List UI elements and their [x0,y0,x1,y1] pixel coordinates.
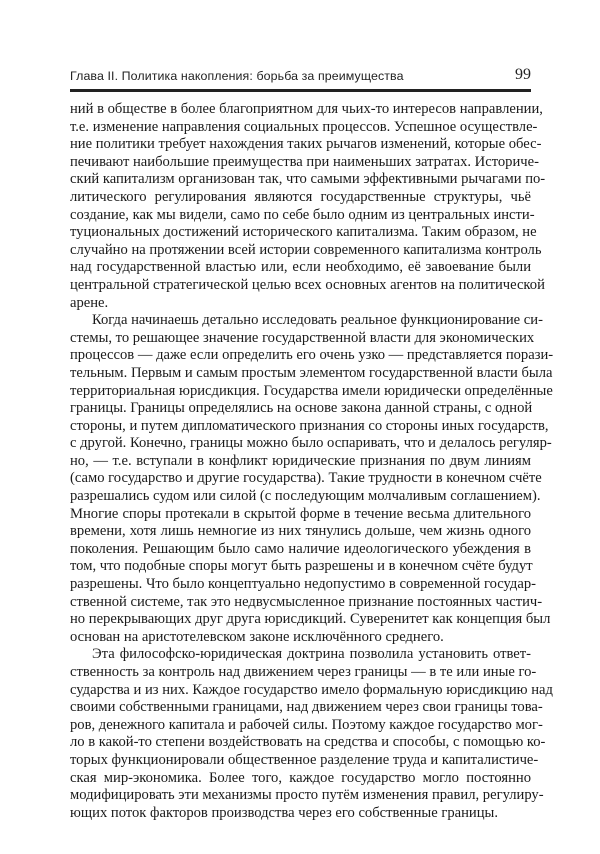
paragraph [70,101,546,312]
text-line: территориальная юрисдикция. Государства имели юридически определённые [70,382,553,399]
text-line: времени, хотя лишь немногие из них тянулись дольше, чем жизнь одного [70,523,531,540]
running-title: Глава II. Политика накопления: борьба за преимущества [70,69,404,83]
text-line: границы. Границы определялись на основе закона данной страны, с одной [70,400,533,417]
text-line: сударства и из них. Каждое государство имело формальную юрисдикцию над [70,681,553,698]
text-line: ственной системе, так это недвусмысленное признание постоянных частич- [70,593,543,610]
text-line: своими собственными границами, над движением через свои границы това- [70,699,543,716]
running-header [70,66,531,86]
text-line: стемы, то решающее значение государственной власти для экономических [70,329,535,346]
text-line: с другой. Конечно, границы можно было оспаривать, что и делалось регуляр- [70,435,552,452]
page-number: 99 [515,66,531,83]
text-line: ров, денежного капитала и рабочей силы. Поэтому каждое государство мог- [70,716,543,733]
text-line: но перекрывающих друг друга юрисдикций. Суверенитет как концепция был [70,611,551,628]
text-line: печивают наибольшие преимущества при наименьших затратах. Историче- [70,153,539,170]
text-line: том, что подобные споры могут быть разрешены и в конечном счёте будут [70,558,533,575]
text-line: модифицировать эти механизмы просто путём изменения правил, регулиру- [70,787,544,804]
text-line: тельным. Первым и самым простым элементом государственной власти была [70,364,553,381]
text-line: Когда начинаешь детально исследовать реальное функционирование си- [92,312,543,329]
text-line: туциональных достижений исторического капитализма. Таким образом, не [70,224,537,241]
text-line: литического регулирования являются государственные структуры, чьё [70,188,531,205]
text-line: поколения. Решающим было само наличие идеологического убеждения в [70,540,531,557]
text-line: случайно на протяжении всей истории современного капитализма контроль [70,241,542,258]
text-line: арене. [70,294,109,311]
text-line: торых функционировали общественное разделение труда и капиталистиче- [70,751,539,768]
text-line: создание, как мы видели, само по себе было одним из центральных инсти- [70,206,535,223]
text-line: ский капитализм организован так, что самыми эффективными рычагами по- [70,171,546,188]
text-line: ний в обществе в более благоприятном для чьих-то интересов направлении, [70,101,543,117]
text-line: ющих поток факторов производства через его собственные границы. [70,804,498,821]
header-rule [70,89,531,92]
text-line: (само государство и другие государства). Такие трудности в конечном счёте [70,470,542,487]
text-line: Эта философско-юридическая доктрина позволила установить ответ- [92,646,531,663]
text-line: ние политики требует нахождения таких рычагов изменений, которые обес- [70,136,542,153]
text-line: ло в какой-то степени воздействовать на средства и способы, с помощью ко- [70,734,546,751]
body-text [70,101,554,822]
text-line: т.е. изменение направления социальных процессов. Успешное осуществле- [70,118,538,135]
text-line: процессов — даже если определить его очень узко — представляется порази- [70,347,554,364]
paragraph [70,646,553,822]
text-line: над государственной властью или, если необходимо, её завоевание были [70,259,531,276]
text-line: ственность за контроль над движением через границы — в те или иные го- [70,664,537,680]
text-line: Многие споры протекали в скрытой форме в течение весьма длительного [70,505,531,522]
text-line: центральной стратегической целью всех основных агентов на политической [70,276,545,293]
text-line: стороны, и путем дипломатического признания со стороны иных государств, [70,417,549,434]
text-line: основан на аристотелевском законе исключённого среднего. [70,628,444,645]
text-line: ская мир-экономика. Более того, каждое государство могло постоянно [70,769,531,786]
text-line: разрешены. Что было концептуально недопустимо в современной государ- [70,576,536,593]
text-line: но, — т.е. вступали в конфликт юридические признания по двум линиям [70,452,531,469]
text-line: разрешались судом или силой (с последующим молчаливым соглашением). [70,488,541,505]
paragraph [70,312,554,646]
